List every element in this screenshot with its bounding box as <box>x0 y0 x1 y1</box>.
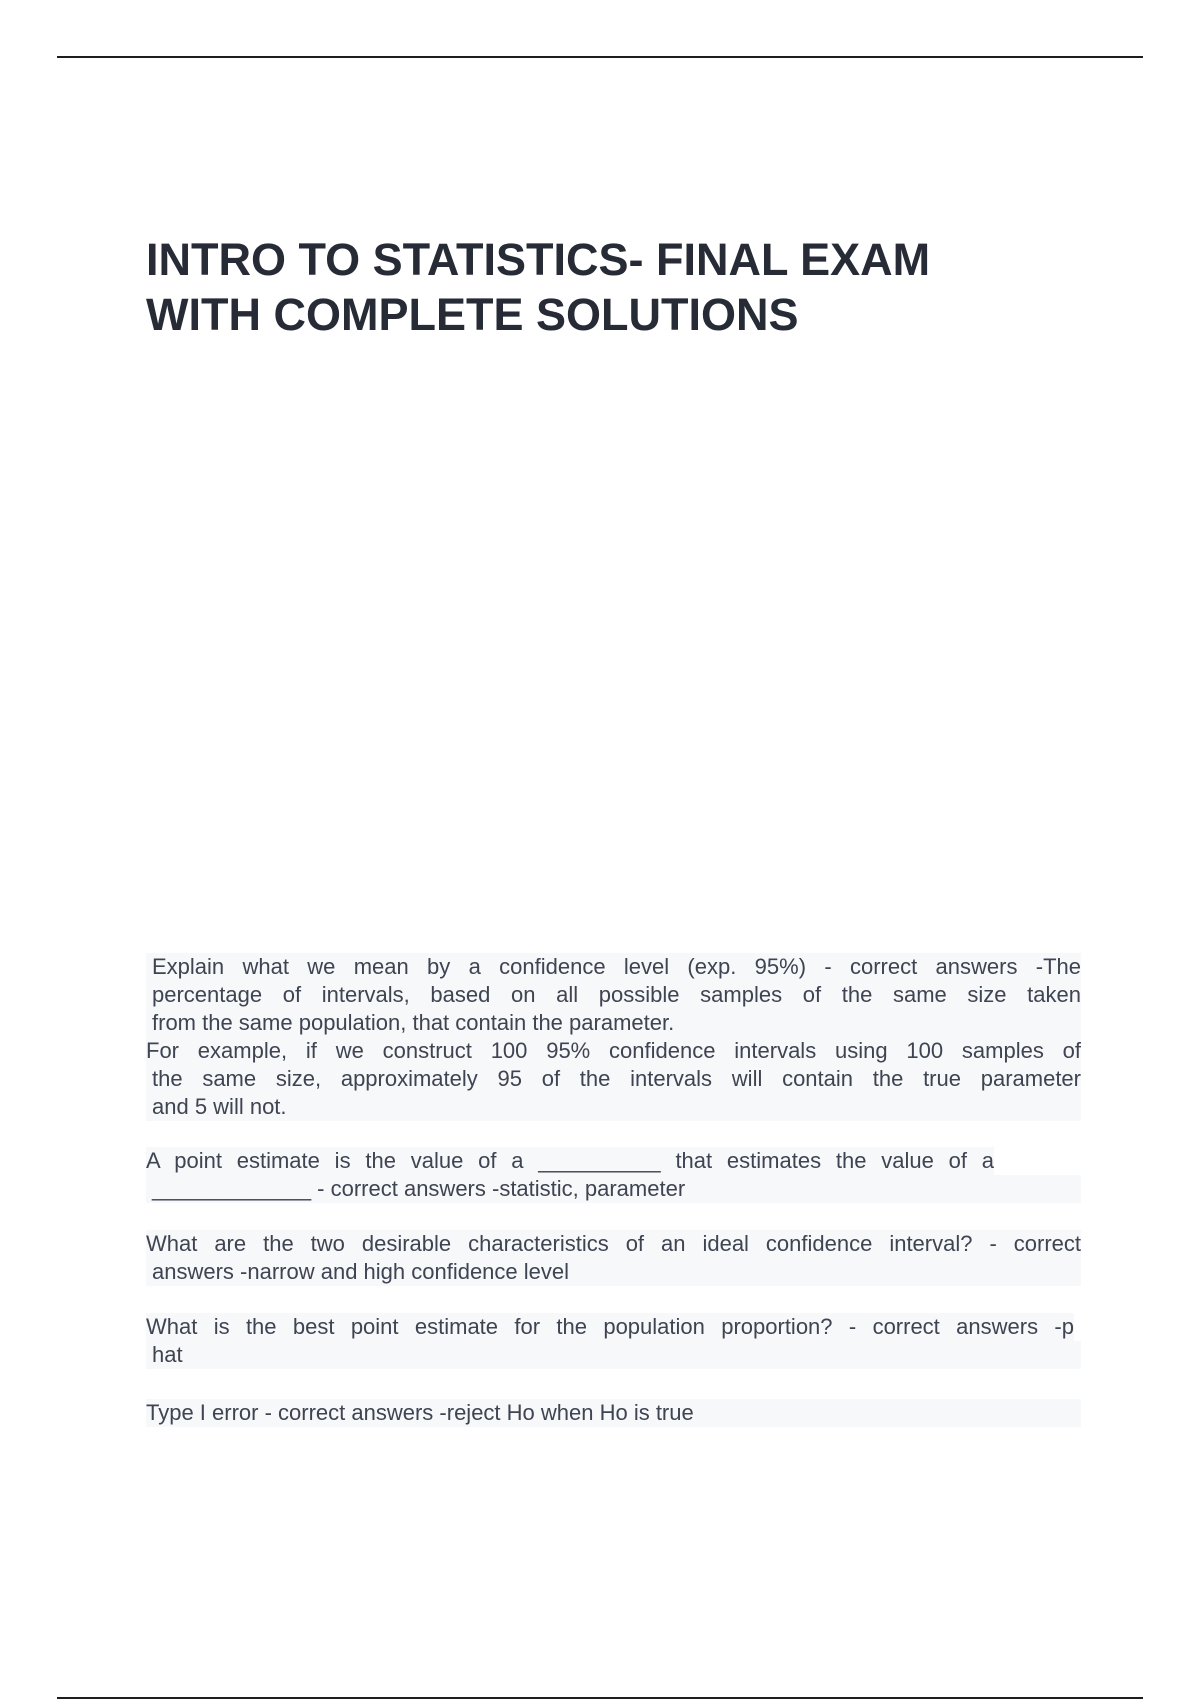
qa-entry-ideal-interval <box>146 1230 1081 1286</box>
title-line-1: INTRO TO STATISTICS- FINAL EXAM <box>146 234 931 285</box>
qa-entry-population-proportion <box>146 1313 1081 1369</box>
qa-line: Explain what we mean by a confidence level (exp. 95%) - correct answers -The <box>146 953 1081 981</box>
qa-line: the same size, approximately 95 of the intervals will contain the true parameter <box>146 1065 1081 1093</box>
qa-line: and 5 will not. <box>146 1093 1081 1121</box>
qa-line: percentage of intervals, based on all possible samples of the same size taken <box>146 981 1081 1009</box>
qa-line: _____________ - correct answers -statistic, parameter <box>146 1175 1081 1203</box>
qa-line: from the same population, that contain the parameter. <box>146 1009 1081 1037</box>
qa-line: For example, if we construct 100 95% confidence intervals using 100 samples of <box>146 1038 1081 1063</box>
page-title <box>146 232 1086 342</box>
qa-line: A point estimate is the value of a __________ that estimates the value of a <box>146 1148 994 1173</box>
top-rule <box>57 56 1143 58</box>
qa-line: hat <box>146 1341 1081 1369</box>
qa-entry-type-i-error <box>146 1399 1081 1427</box>
title-line-2: WITH COMPLETE SOLUTIONS <box>146 289 799 340</box>
bottom-rule <box>57 1697 1143 1699</box>
qa-line: answers -narrow and high confidence level <box>146 1258 1081 1286</box>
qa-entry-point-estimate <box>146 1147 1081 1203</box>
qa-entry-confidence-level <box>146 953 1081 1121</box>
qa-line: What is the best point estimate for the population proportion? - correct answers -p <box>146 1314 1074 1339</box>
qa-line: What are the two desirable characteristics of an ideal confidence interval? - correct <box>146 1231 1081 1256</box>
qa-line: Type I error - correct answers -reject Ho when Ho is true <box>146 1399 1081 1427</box>
